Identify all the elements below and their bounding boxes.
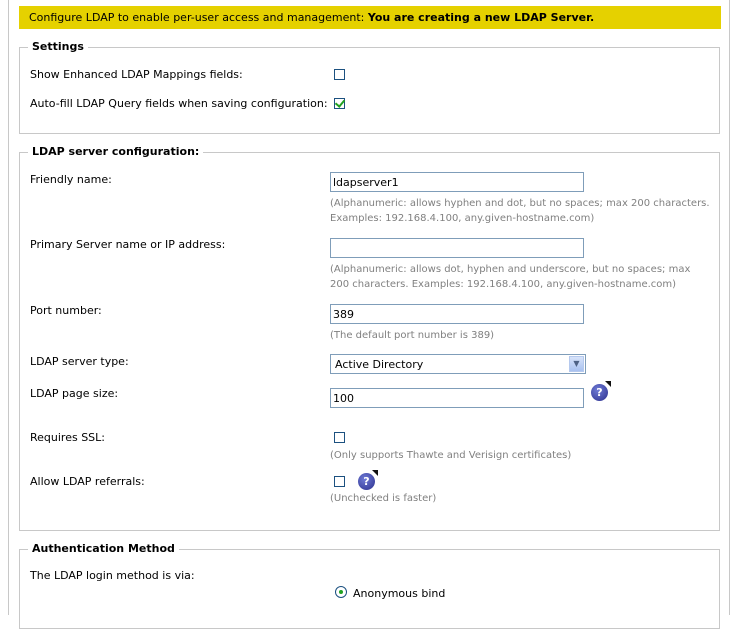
primary-server-input[interactable] (330, 238, 584, 258)
server-type-select[interactable] (330, 354, 586, 374)
auth-method-panel (19, 542, 720, 629)
referrals-help: (Unchecked is faster) (330, 493, 437, 504)
settings-legend: Settings (28, 40, 88, 53)
requires-ssl-help: (Only supports Thawte and Verisign certificates) (330, 450, 572, 461)
anonymous-bind-label: Anonymous bind (353, 587, 446, 600)
autofill-label: Auto-fill LDAP Query fields when saving configuration: (30, 97, 328, 110)
referrals-checkbox[interactable] (334, 476, 345, 487)
friendly-name-label: Friendly name: (30, 173, 112, 186)
show-enhanced-checkbox[interactable] (334, 69, 345, 80)
banner-bold-text: You are creating a new LDAP Server. (367, 11, 595, 24)
page-size-help-icon[interactable]: ? (591, 384, 608, 401)
banner-text: Configure LDAP to enable per-user access and management: (29, 11, 368, 24)
primary-server-label: Primary Server name or IP address: (30, 238, 226, 251)
autofill-checkbox[interactable] (334, 98, 345, 109)
port-label: Port number: (30, 304, 102, 317)
chevron-down-icon[interactable]: ▼ (569, 356, 584, 372)
friendly-name-input[interactable]: ldapserver1 (330, 172, 584, 192)
requires-ssl-label: Requires SSL: (30, 431, 106, 444)
anonymous-bind-radio[interactable] (335, 586, 347, 598)
referrals-label: Allow LDAP referrals: (30, 475, 145, 488)
page-size-input[interactable]: 100 (330, 388, 584, 408)
page-size-label: LDAP page size: (30, 387, 119, 400)
port-help: (The default port number is 389) (330, 330, 495, 341)
ldap-config-panel (19, 145, 720, 531)
referrals-help-icon[interactable]: ? (358, 473, 375, 490)
ldap-config-legend: LDAP server configuration: (28, 145, 203, 158)
requires-ssl-checkbox[interactable] (334, 432, 345, 443)
friendly-name-help: (Alphanumeric: allows hyphen and dot, but no spaces; max 200 characters. Examples: 192.168.4.100, any.given-hostname.com) (330, 198, 710, 224)
settings-panel (19, 40, 720, 134)
primary-server-help: (Alphanumeric: allows dot, hyphen and underscore, but no spaces; max 200 characters. Examples: 192.168.4.100, any.given-hostname.com) (330, 264, 691, 290)
login-method-label: The LDAP login method is via: (30, 569, 195, 582)
server-type-label: LDAP server type: (30, 355, 129, 368)
status-banner (19, 6, 721, 29)
server-type-value: Active Directory (335, 358, 424, 371)
port-input[interactable]: 389 (330, 304, 584, 324)
show-enhanced-label: Show Enhanced LDAP Mappings fields: (30, 68, 243, 81)
auth-method-legend: Authentication Method (28, 542, 179, 555)
